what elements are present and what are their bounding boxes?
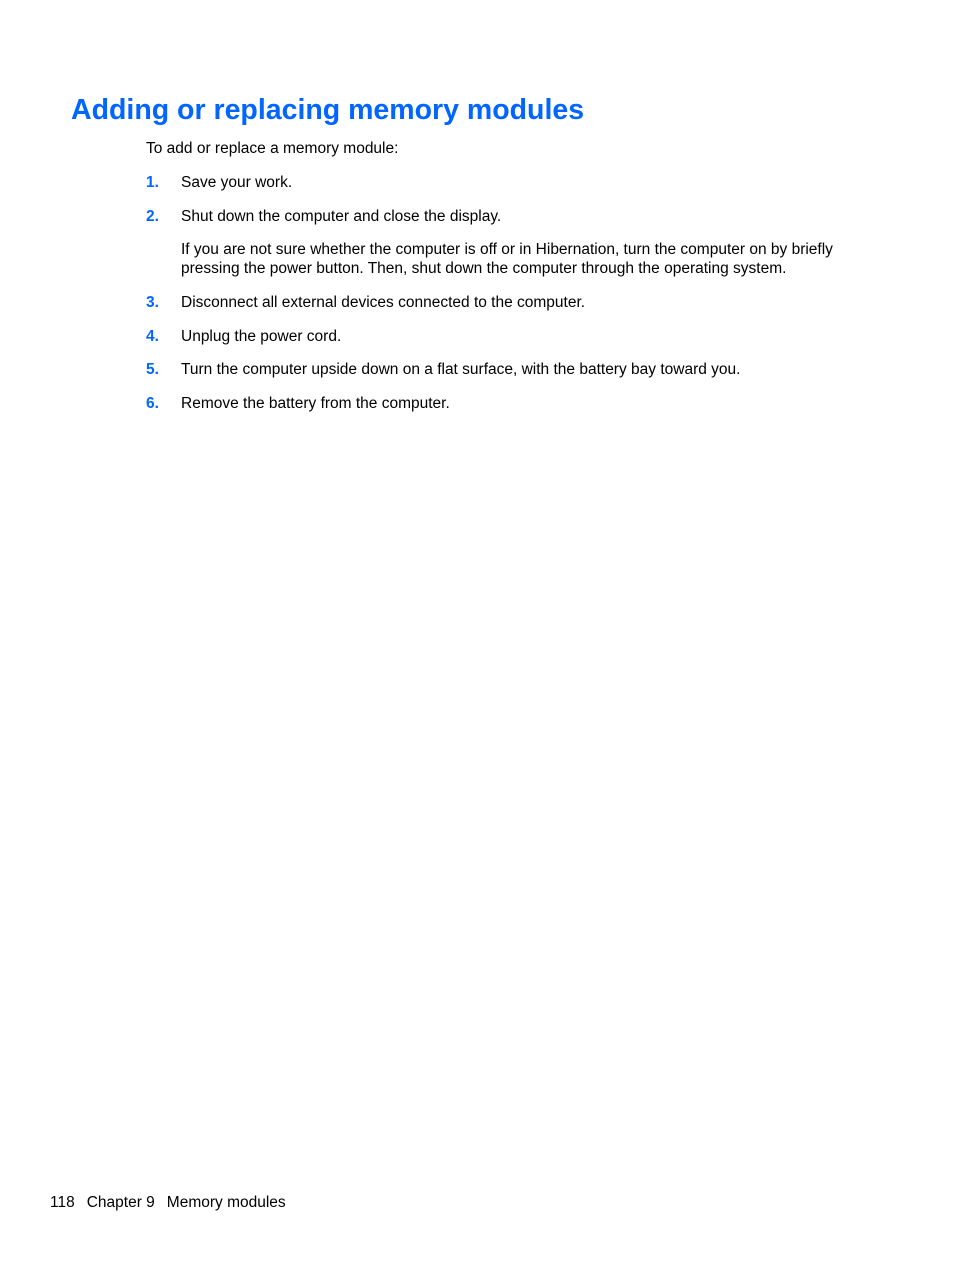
step-number: 6.	[146, 395, 159, 412]
step-text: Unplug the power cord.	[181, 328, 342, 345]
page-footer	[50, 1193, 286, 1212]
step-text: Remove the battery from the computer.	[181, 395, 450, 412]
step-number: 5.	[146, 361, 159, 378]
chapter-title: Memory modules	[166, 1194, 286, 1211]
step-note: If you are not sure whether the computer is off or in Hibernation, turn the computer on by briefly pressing the power button. Then, shut down the computer through the operating system.	[181, 241, 833, 277]
step-text: Save your work.	[181, 174, 293, 191]
step-text: Disconnect all external devices connected to the computer.	[181, 294, 586, 311]
chapter-label: Chapter 9	[86, 1194, 155, 1211]
step-text: Shut down the computer and close the display.	[181, 208, 502, 225]
page-title: Adding or replacing memory modules	[71, 94, 585, 126]
page-number: 118	[50, 1194, 75, 1211]
intro-text: To add or replace a memory module:	[146, 140, 399, 157]
step-text: Turn the computer upside down on a flat surface, with the battery bay toward you.	[181, 361, 741, 378]
step-number: 2.	[146, 208, 159, 225]
step-number: 1.	[146, 174, 159, 191]
step-number: 4.	[146, 328, 159, 345]
step-number: 3.	[146, 294, 159, 311]
